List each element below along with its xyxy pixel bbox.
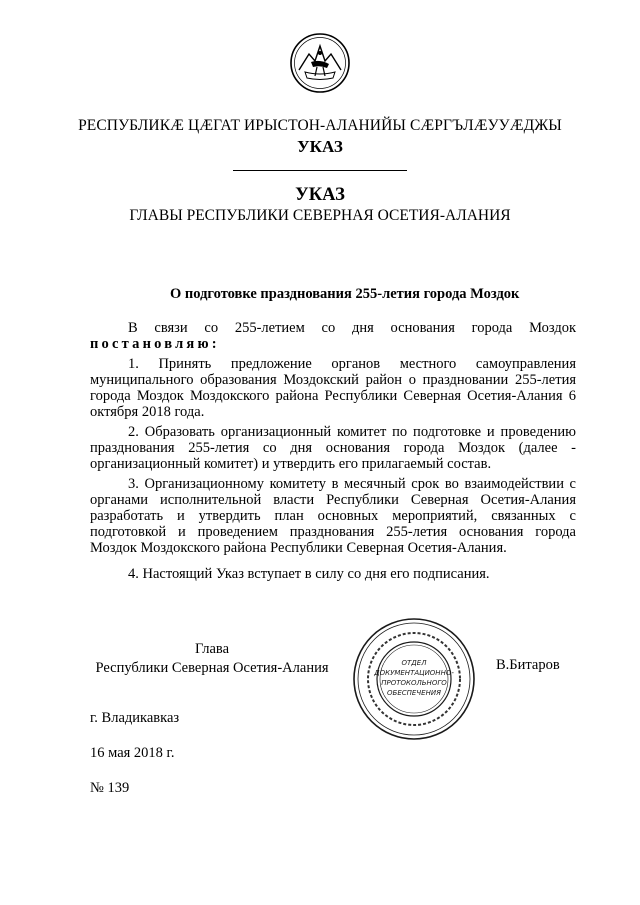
signatory-title bbox=[90, 640, 334, 678]
stamp-line-1: ОТДЕЛ bbox=[401, 659, 427, 667]
coat-of-arms-emblem bbox=[287, 32, 353, 94]
preamble bbox=[90, 320, 576, 352]
signatory-title-line1: Глава bbox=[194, 641, 230, 657]
decree-body bbox=[90, 320, 576, 582]
issue-place: г. Владикавказ bbox=[90, 710, 180, 726]
stamp-line-4: ОБЕСПЕЧЕНИЯ bbox=[387, 689, 441, 697]
header-divider bbox=[233, 170, 407, 171]
stamp-line-3: ПРОТОКОЛЬНОГО bbox=[381, 679, 447, 687]
ossetian-authority-line: РЕСПУБЛИКӔ ЦӔГАТ ИРЫСТОН-АЛАНИЙЫ СӔРГЪЛӔУУӔДЖЫ bbox=[78, 117, 562, 134]
signatory-title-line2: Республики Северная Осетия-Алания bbox=[95, 660, 329, 676]
official-stamp bbox=[350, 615, 478, 743]
decree-subject: О подготовке празднования 255-летия города Моздок bbox=[170, 286, 520, 302]
decree-item-4: 4. Настоящий Указ вступает в силу со дня его подписания. bbox=[128, 566, 490, 582]
stamp-line-2: ДОКУМЕНТАЦИОННО- bbox=[374, 669, 454, 677]
issue-date: 16 мая 2018 г. bbox=[90, 745, 175, 761]
issuer-line: ГЛАВЫ РЕСПУБЛИКИ СЕВЕРНАЯ ОСЕТИЯ-АЛАНИЯ bbox=[129, 207, 511, 224]
preamble-text: В связи со 255-летием со дня основания города Моздок bbox=[128, 320, 576, 336]
doc-type-title: УКАЗ bbox=[295, 185, 345, 205]
ossetian-doc-type: УКАЗ bbox=[297, 137, 343, 156]
decree-number: № 139 bbox=[90, 780, 130, 796]
signatory-name: В.Битаров bbox=[496, 657, 560, 673]
decree-item-2: 2. Образовать организационный комитет по подготовке и проведению празднования 255-летия со дня основания города Моздок (далее - организационный комитет) и утвердить его прилагаемый состав. bbox=[90, 424, 576, 472]
decree-item-1: 1. Принять предложение органов местного самоуправления муниципального образования Моздокский район о праздновании 255-летия города Моздок Моздокского района Республики Северная Осетия-Алания 6 октября 2018 года. bbox=[90, 356, 576, 420]
decree-item-3: 3. Организационному комитету в месячный срок во взаимодействии с органами исполнительной власти Республики Северная Осетия-Алания разработать и утвердить план основных мероприятий, связанных с подготовкой и проведением празднования 255-летия основания города Моздок Моздокского района Республики Северная Осетия-Алания. bbox=[90, 476, 576, 556]
decree-word: постановляю: bbox=[90, 336, 220, 352]
